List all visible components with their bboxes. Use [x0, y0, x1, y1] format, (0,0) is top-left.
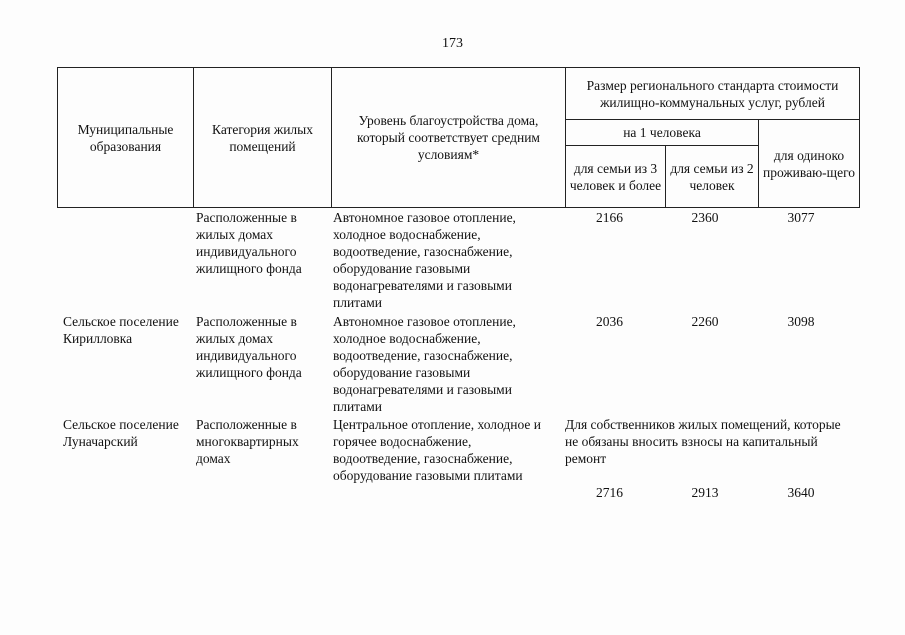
row-category: Расположенные в жилых домах индивидуального жилищного фонда [196, 314, 302, 380]
row-family2-value: 2260 [691, 314, 719, 329]
header-single: для одиноко проживаю-щего [759, 120, 860, 208]
row-level: Центральное отопление, холодное и горячее водоснабжение, водоотведение, газоснабжение, оборудование газовыми плитами [333, 417, 541, 483]
row-level: Автономное газовое отопление, холодное водоснабжение, водоотведение, газоснабжение, оборудование газовыми водонагревателями и газовыми плитами [333, 314, 516, 414]
row-family2-value: 2360 [691, 210, 719, 225]
row-family3-value: 2716 [596, 485, 623, 500]
header-family3: для семьи из 3 человек и более [566, 146, 666, 208]
row-family2-value: 2913 [691, 485, 719, 500]
table-header [57, 67, 860, 208]
row-category: Расположенные в жилых домах индивидуального жилищного фонда [196, 210, 302, 276]
row-note: Для собственников жилых помещений, которые не обязаны вносить взносы на капитальный ремонт [565, 417, 841, 466]
header-municipality: Муниципальные образования [58, 68, 194, 208]
header-family2: для семьи из 2 человек [666, 146, 759, 208]
row-single-value: 3098 [787, 314, 815, 329]
row-family3-value: 2166 [596, 210, 623, 225]
header-per-person: на 1 человека [566, 120, 759, 146]
page-number: 173 [442, 36, 463, 51]
row-municipality: Сельское поселение Кирилловка [63, 314, 179, 346]
row-municipality: Сельское поселение Луначарский [63, 417, 179, 449]
row-level: Автономное газовое отопление, холодное водоснабжение, водоотведение, газоснабжение, оборудование газовыми водонагревателями и газовыми плитами [333, 210, 516, 310]
row-category: Расположенные в многоквартирных домах [196, 417, 299, 466]
row-single-value: 3640 [787, 485, 815, 500]
header-size: Размер регионального стандарта стоимости жилищно-коммунальных услуг, рублей [566, 68, 860, 120]
header-category: Категория жилых помещений [194, 68, 332, 208]
row-family3-value: 2036 [596, 314, 623, 329]
header-level: Уровень благоустройства дома, который соответствует средним условиям* [332, 68, 566, 208]
row-single-value: 3077 [787, 210, 815, 225]
